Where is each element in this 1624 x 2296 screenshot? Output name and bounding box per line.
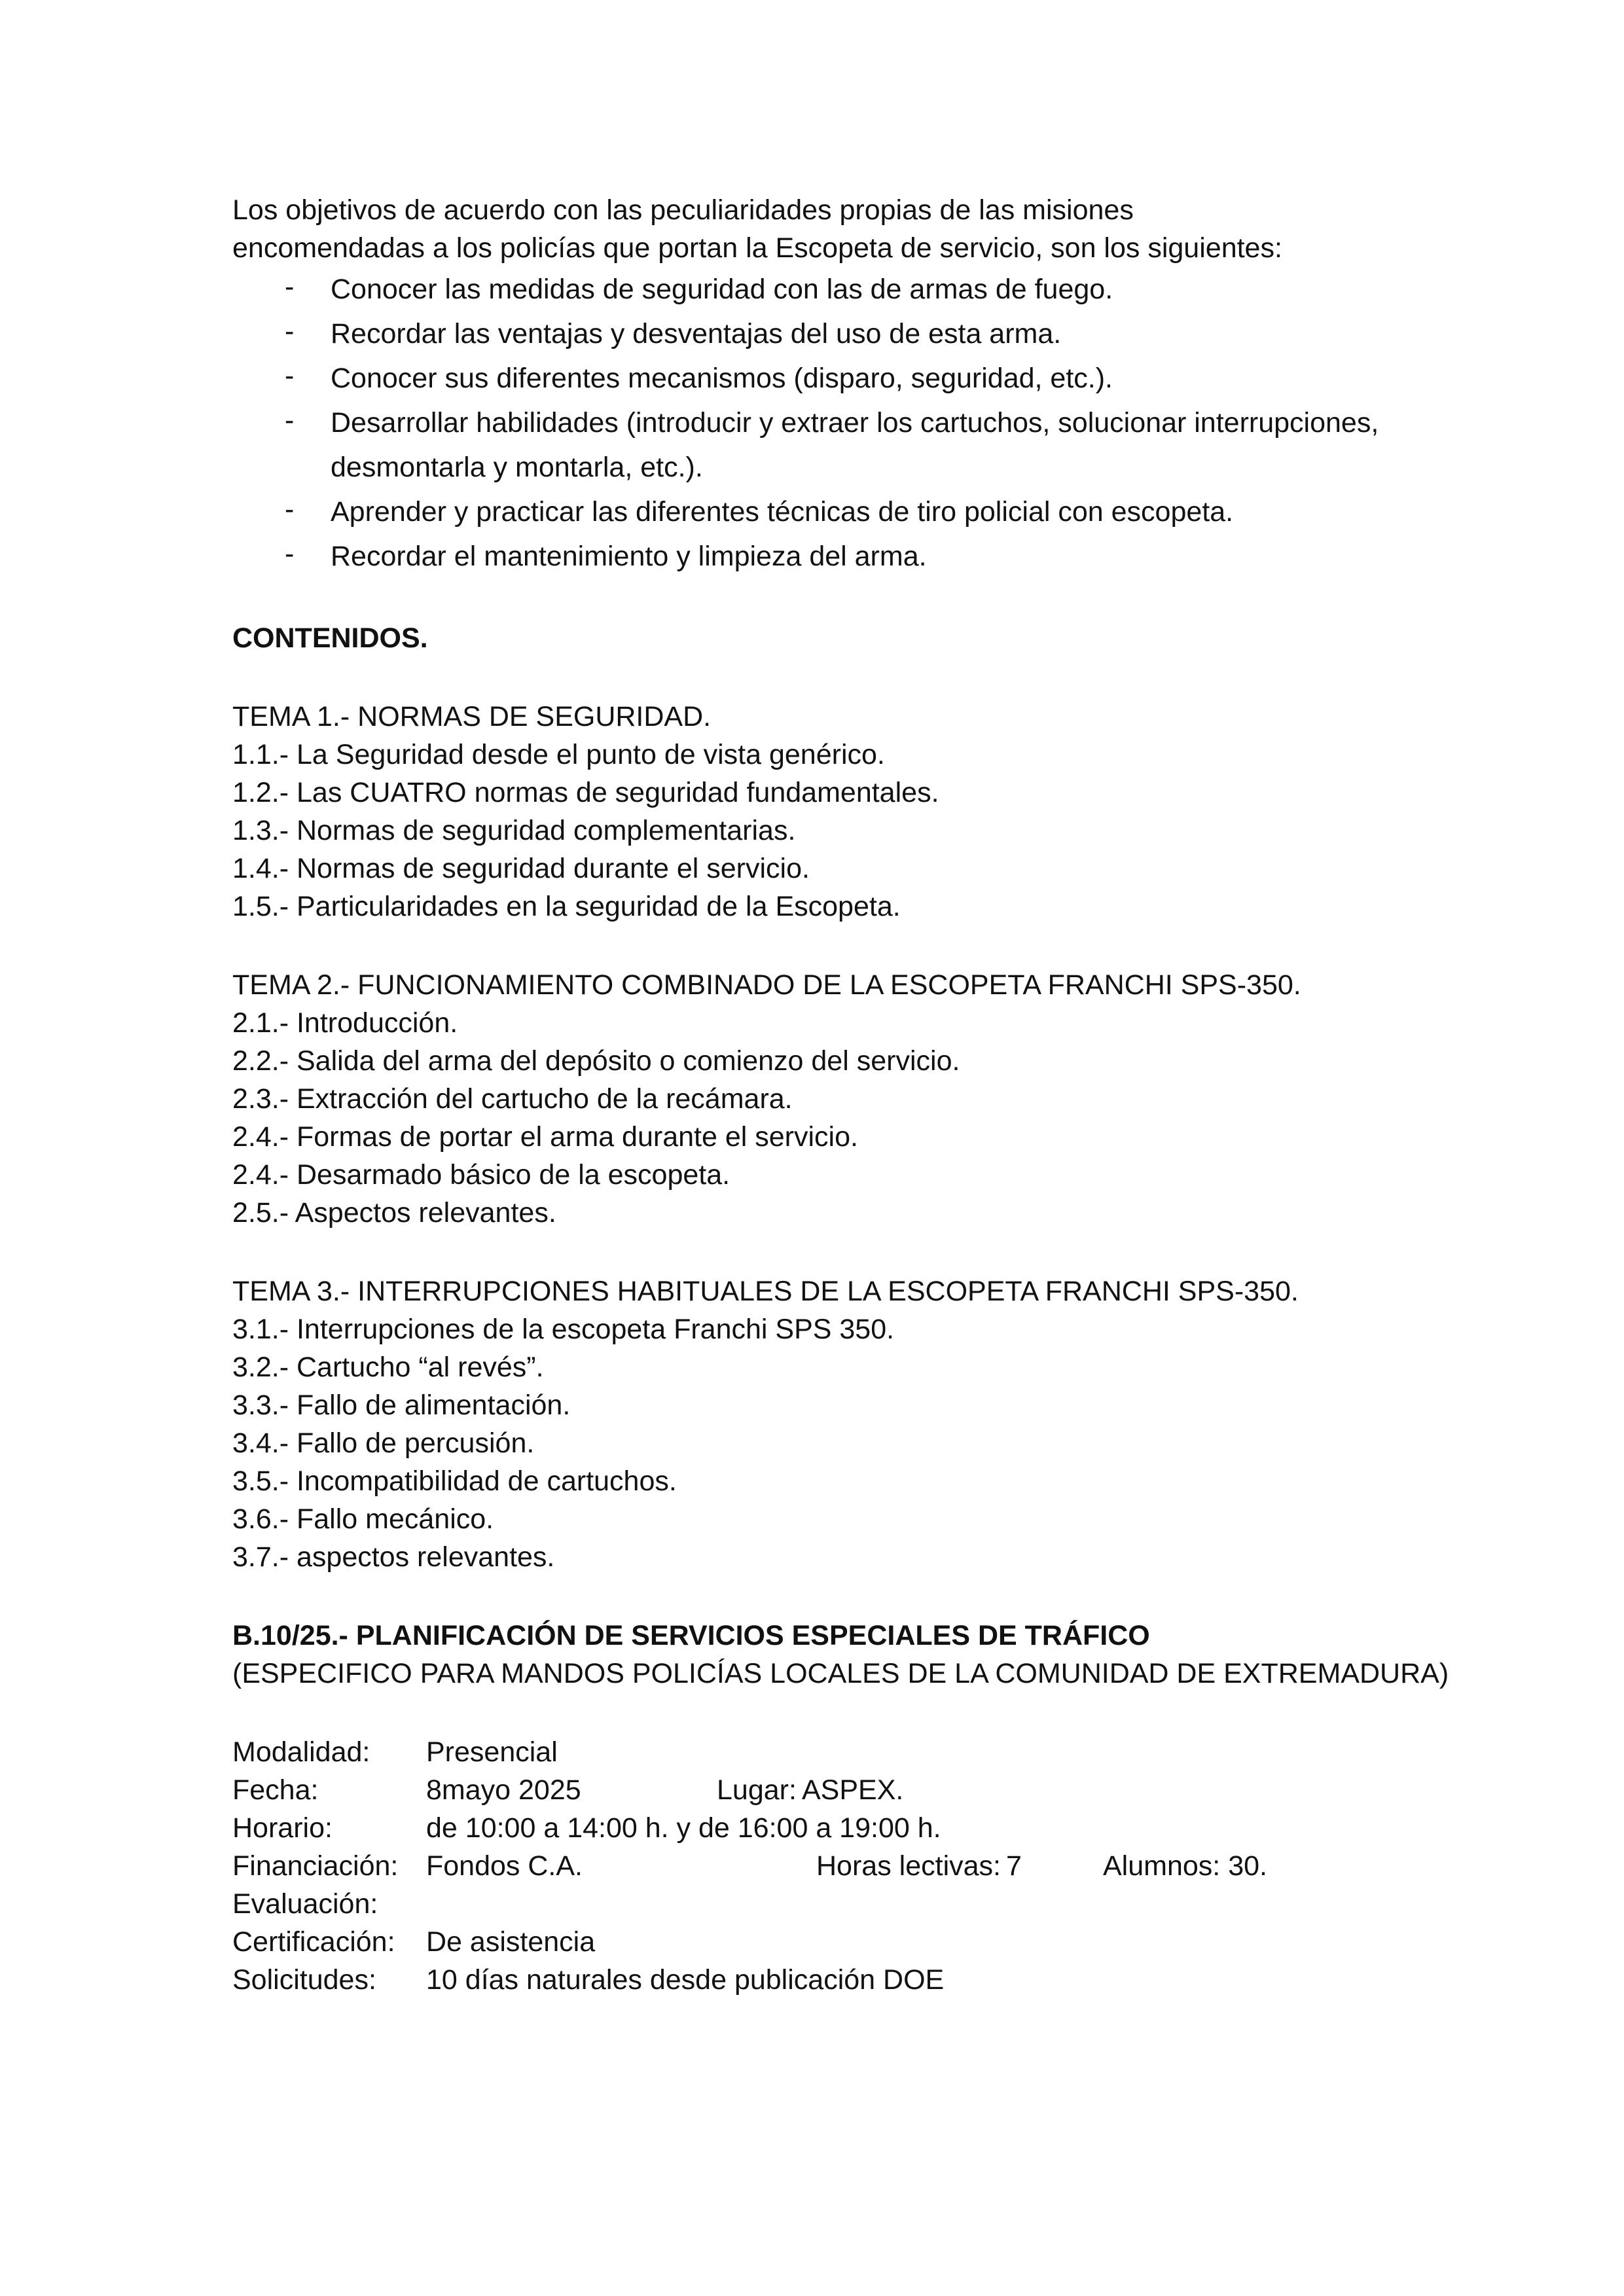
horas-label: Horas lectivas: [816, 1850, 1001, 1882]
topic-item: 2.4.- Formas de portar el arma durante el servicio. [232, 1121, 858, 1153]
financiacion-row [232, 1847, 1476, 1885]
topic-item: 2.3.- Extracción del cartucho de la recámara. [232, 1083, 793, 1115]
horario-row [232, 1809, 1476, 1847]
objectives-list [232, 267, 1476, 579]
lugar-label: Lugar: [717, 1774, 797, 1806]
modalidad-value: Presencial [426, 1736, 558, 1768]
topic-item: 2.5.- Aspectos relevantes. [232, 1197, 556, 1229]
solicitudes-label: Solicitudes: [232, 1964, 376, 1996]
financiacion-label: Financiación: [232, 1850, 399, 1882]
objective-text: Recordar las ventajas y desventajas del uso de esta arma. [331, 318, 1062, 350]
horas-value: 7 [1006, 1850, 1022, 1882]
topic-item: 2.4.- Desarmado básico de la escopeta. [232, 1159, 731, 1191]
dash-marker: - [285, 360, 295, 391]
topic-item: 2.1.- Introducción. [232, 1007, 458, 1039]
objective-item [232, 267, 1476, 312]
horario-label: Horario: [232, 1812, 333, 1844]
certificacion-row [232, 1923, 1476, 1961]
topic-2-title: TEMA 2.- FUNCIONAMIENTO COMBINADO DE LA ESCOPETA FRANCHI SPS-350. [232, 969, 1301, 1001]
document-page [232, 191, 1476, 1999]
dash-marker: - [285, 538, 295, 569]
solicitudes-row [232, 1961, 1476, 1999]
horario-value: de 10:00 a 14:00 h. y de 16:00 a 19:00 h. [426, 1812, 941, 1844]
modalidad-row [232, 1733, 1476, 1771]
topic-item: 2.2.- Salida del arma del depósito o comienzo del servicio. [232, 1045, 960, 1077]
financiacion-value: Fondos C.A. [426, 1850, 583, 1882]
objective-item [232, 534, 1476, 579]
objective-text: Desarrollar habilidades (introducir y extraer los cartuchos, solucionar interrupciones, desmontarla y montarla, etc.). [331, 407, 1379, 483]
objective-item [232, 356, 1476, 401]
dash-marker: - [285, 493, 295, 525]
objective-item [232, 312, 1476, 356]
topic-item: 1.3.- Normas de seguridad complementarias. [232, 815, 796, 846]
certificacion-value: De asistencia [426, 1926, 596, 1958]
intro-line-1: Los objetivos de acuerdo con las peculiaridades propias de las misiones [232, 194, 1134, 226]
topic-item: 3.1.- Interrupciones de la escopeta Franchi SPS 350. [232, 1314, 895, 1345]
topic-1-title: TEMA 1.- NORMAS DE SEGURIDAD. [232, 701, 712, 732]
topic-item: 3.5.- Incompatibilidad de cartuchos. [232, 1465, 677, 1497]
dash-marker: - [285, 315, 295, 347]
contents-heading: CONTENIDOS. [232, 622, 428, 654]
fecha-label: Fecha: [232, 1774, 319, 1806]
course-subtitle: (ESPECIFICO PARA MANDOS POLICÍAS LOCALES DE LA COMUNIDAD DE EXTREMADURA) [232, 1658, 1449, 1689]
topic-item: 3.7.- aspectos relevantes. [232, 1541, 555, 1573]
objective-item [232, 401, 1476, 490]
solicitudes-value: 10 días naturales desde publicación DOE [426, 1964, 945, 1996]
topic-item: 1.1.- La Seguridad desde el punto de vista genérico. [232, 739, 885, 770]
topic-item: 1.4.- Normas de seguridad durante el servicio. [232, 853, 810, 884]
objective-text: Aprender y practicar las diferentes técnicas de tiro policial con escopeta. [331, 496, 1234, 528]
topic-item: 3.3.- Fallo de alimentación. [232, 1390, 571, 1421]
fecha-row [232, 1771, 1476, 1809]
topic-3-title: TEMA 3.- INTERRUPCIONES HABITUALES DE LA ESCOPETA FRANCHI SPS-350. [232, 1276, 1299, 1307]
objective-text: Conocer las medidas de seguridad con las de armas de fuego. [331, 274, 1113, 305]
dash-marker: - [285, 404, 295, 436]
objective-text: Conocer sus diferentes mecanismos (disparo, seguridad, etc.). [331, 363, 1113, 394]
modalidad-label: Modalidad: [232, 1736, 370, 1768]
fecha-value: 8mayo 2025 [426, 1774, 581, 1806]
objective-text: Recordar el mantenimiento y limpieza del arma. [331, 541, 927, 572]
topic-item: 3.4.- Fallo de percusión. [232, 1427, 535, 1459]
course-title: B.10/25.- PLANIFICACIÓN DE SERVICIOS ESPECIALES DE TRÁFICO [232, 1620, 1150, 1651]
topic-item: 3.2.- Cartucho “al revés”. [232, 1352, 544, 1383]
evaluacion-row [232, 1885, 1476, 1923]
alumnos-value: Alumnos: 30. [1103, 1850, 1267, 1882]
certificacion-label: Certificación: [232, 1926, 395, 1958]
topic-item: 1.5.- Particularidades en la seguridad de la Escopeta. [232, 891, 901, 922]
dash-marker: - [285, 271, 295, 302]
topic-item: 3.6.- Fallo mecánico. [232, 1503, 494, 1535]
topic-item: 1.2.- Las CUATRO normas de seguridad fundamentales. [232, 777, 939, 808]
lugar-value: ASPEX. [802, 1774, 904, 1806]
objective-item [232, 490, 1476, 534]
evaluacion-label: Evaluación: [232, 1888, 378, 1920]
intro-line-2: encomendadas a los policías que portan la Escopeta de servicio, son los siguientes: [232, 232, 1282, 264]
